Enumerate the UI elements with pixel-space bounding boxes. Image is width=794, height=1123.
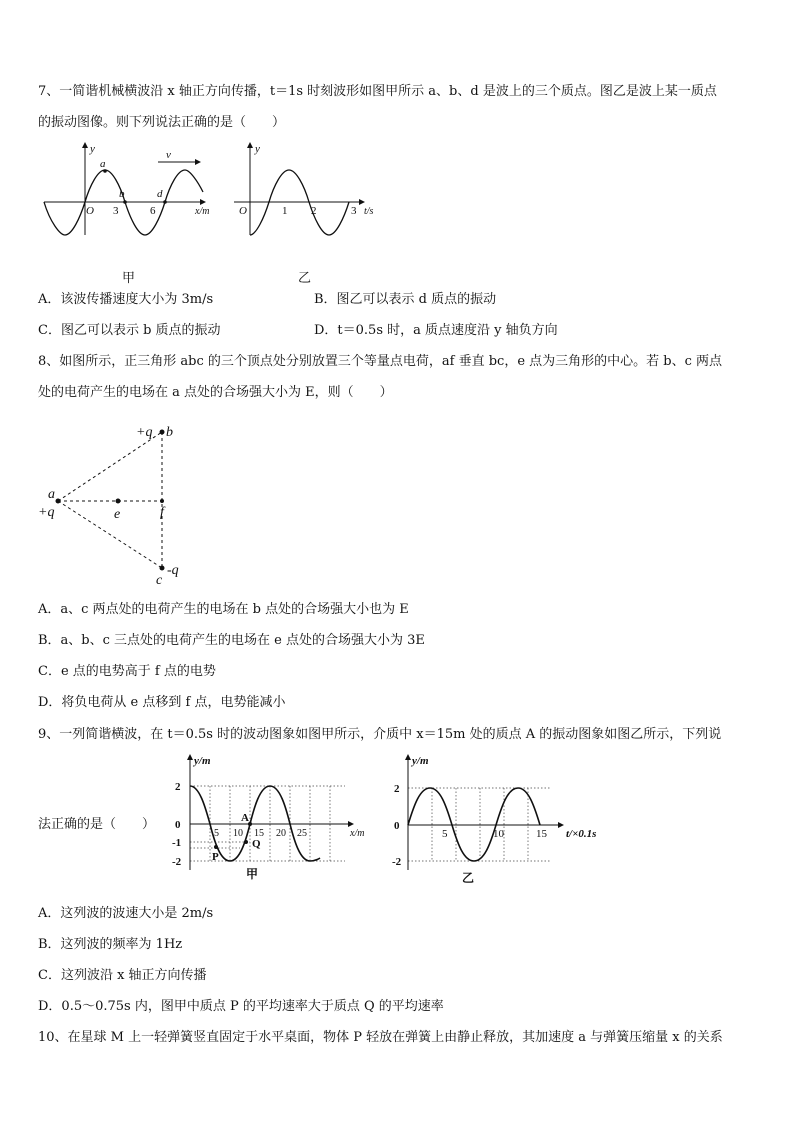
q8-option-b: B．a、b、c 三点处的电荷产生的电场在 e 点处的合场强大小为 3E [38, 633, 425, 648]
q9-stem-line2: 法正确的是（ ） [38, 817, 156, 832]
q7-yi-x-label: t/s [364, 206, 374, 217]
q9-jia-y-m2: -2 [172, 856, 182, 868]
q9-jia-y-label: y/m [194, 755, 211, 767]
q7-jia-tick-3: 3 [113, 205, 119, 217]
q9-jia-caption: 甲 [246, 867, 259, 881]
q9-jia-y-2: 2 [175, 781, 181, 793]
q8-option-d: D．将负电荷从 e 点移到 f 点，电势能减小 [38, 695, 286, 710]
q9-yi-x-10: 10 [493, 828, 504, 840]
q7-stem-line1: 7、一简谐机械横波沿 x 轴正方向传播，t＝1s 时刻波形如图甲所示 a、b、d 是波上的三个质点。图乙是波上某一质点 [38, 84, 717, 99]
q9-yi-y-2: 2 [394, 783, 400, 795]
q7-jia-a-label: a [100, 158, 106, 170]
q9-jia-y-m1: -1 [172, 837, 182, 849]
q8-charge-c-label: -q [167, 563, 179, 578]
q9-jia-y-0: 0 [175, 819, 181, 831]
q9-jia-x-label: x/m [350, 828, 365, 839]
q7-jia-b-label: b [119, 188, 125, 200]
q7-option-d: D．t＝0.5s 时，a 质点速度沿 y 轴负方向 [314, 323, 558, 338]
q9-stem-line1: 9、一列简谐横波，在 t＝0.5s 时的波动图象如图甲所示，介质中 x＝15m 处的质点 A 的振动图象如图乙所示，下列说 [38, 727, 722, 742]
q9-yi-x-15: 15 [536, 828, 547, 840]
q8-charge-a-label: +q [38, 505, 55, 520]
q9-jia-x-25: 25 [297, 828, 307, 839]
q7-yi-tick-3: 3 [351, 205, 357, 217]
q8-point-b-label: b [166, 425, 173, 440]
q9-yi-caption: 乙 [462, 871, 475, 885]
q8-point-a-label: a [48, 487, 55, 502]
q8-option-c: C．e 点的电势高于 f 点的电势 [38, 664, 216, 679]
q9-option-d: D．0.5～0.75s 内，图甲中质点 P 的平均速率大于质点 Q 的平均速率 [38, 999, 444, 1014]
q7-jia-d-label: d [157, 188, 163, 200]
q7-jia-origin: O [86, 205, 94, 217]
q9-yi-y-m2: -2 [392, 856, 402, 868]
q9-jia-point-a: A [241, 812, 249, 824]
q9-option-a: A．这列波的波速大小是 2m/s [38, 906, 214, 921]
q9-jia-x-5: 5 [214, 828, 219, 839]
q9-jia-point-p: P [212, 851, 219, 863]
q8-point-f-label: f [160, 505, 164, 520]
q7-jia-v-label: v [166, 149, 171, 161]
q7-option-b: B．图乙可以表示 d 质点的振动 [314, 292, 497, 307]
q9-yi-y-label: y/m [412, 755, 429, 767]
q9-option-b: B．这列波的频率为 1Hz [38, 937, 183, 952]
q7-option-a: A．该波传播速度大小为 3m/s [38, 292, 214, 307]
q7-yi-tick-1: 1 [282, 205, 288, 217]
q9-jia-x-20: 20 [276, 828, 286, 839]
q7-figure-yi [234, 140, 384, 240]
q9-yi-x-5: 5 [442, 828, 448, 840]
q8-point-c-label: c [156, 573, 163, 588]
q7-caption-yi: 乙 [298, 271, 312, 286]
q9-jia-x-10: 10 [233, 828, 243, 839]
q8-option-a: A．a、c 两点处的电荷产生的电场在 b 点处的合场强大小也为 E [38, 602, 409, 617]
q10-stem-line1: 10、在星球 M 上一轻弹簧竖直固定于水平桌面，物体 P 轻放在弹簧上由静止释放，其加速度 a 与弹簧压缩量 x 的关系 [38, 1030, 723, 1045]
q7-figure-jia [40, 140, 220, 240]
q7-jia-y-label: y [90, 143, 95, 155]
q7-yi-origin: O [239, 205, 247, 217]
q9-figure-jia [170, 750, 375, 880]
q7-stem-line2: 的振动图像。则下列说法正确的是（ ） [38, 115, 286, 130]
q7-jia-tick-6: 6 [150, 205, 156, 217]
q8-stem-line2: 处的电荷产生的电场在 a 点处的合场强大小为 E，则（ ） [38, 385, 393, 400]
q9-jia-point-q: Q [252, 838, 261, 850]
q7-jia-x-label: x/m [195, 206, 210, 217]
q8-triangle-figure [36, 418, 196, 588]
q8-charge-b-label: +q [136, 425, 153, 440]
q9-figure-yi [390, 750, 620, 885]
q9-yi-x-label: t/×0.1s [566, 828, 597, 840]
q9-option-c: C．这列波沿 x 轴正方向传播 [38, 968, 207, 983]
q9-jia-x-15: 15 [254, 828, 264, 839]
q8-stem-line1: 8、如图所示，正三角形 abc 的三个顶点处分别放置三个等量点电荷，af 垂直 bc，e 点为三角形的中心。若 b、c 两点 [38, 354, 723, 369]
q7-caption-jia: 甲 [122, 271, 136, 286]
q8-point-e-label: e [114, 507, 121, 522]
q9-yi-y-0: 0 [394, 820, 400, 832]
q7-yi-tick-2: 2 [311, 205, 317, 217]
q7-yi-y-label: y [255, 143, 260, 155]
q7-option-c: C．图乙可以表示 b 质点的振动 [38, 323, 221, 338]
